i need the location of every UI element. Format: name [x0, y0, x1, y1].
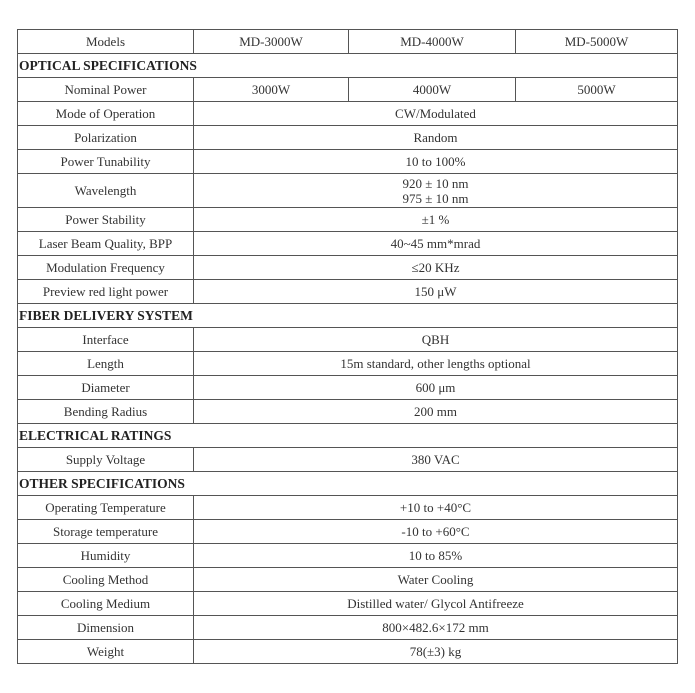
row-label: Humidity [18, 544, 194, 568]
models-row [18, 30, 678, 54]
table-row [18, 78, 678, 102]
row-label: Bending Radius [18, 400, 194, 424]
table-row [18, 592, 678, 616]
row-value: 600 μm [194, 376, 678, 400]
models-label: Models [18, 30, 194, 54]
row-label: Nominal Power [18, 78, 194, 102]
row-label: Weight [18, 640, 194, 664]
row-value: 10 to 100% [194, 150, 678, 174]
wavelength-line-2: 975 ± 10 nm [402, 190, 469, 206]
row-value: CW/Modulated [194, 102, 678, 126]
row-value: ±1 % [194, 208, 678, 232]
row-label: Power Tunability [18, 150, 194, 174]
wavelength-line-1: 920 ± 10 nm [402, 175, 469, 191]
row-value: Random [194, 126, 678, 150]
table-row [18, 376, 678, 400]
table-row [18, 496, 678, 520]
table-row [18, 232, 678, 256]
row-value: 800×482.6×172 mm [194, 616, 678, 640]
row-label: Preview red light power [18, 280, 194, 304]
row-label: Length [18, 352, 194, 376]
row-label: Storage temperature [18, 520, 194, 544]
section-row [18, 304, 678, 328]
row-value: 4000W [349, 78, 516, 102]
table-row [18, 568, 678, 592]
section-optical-title: OPTICAL SPECIFICATIONS [18, 54, 678, 78]
row-label: Power Stability [18, 208, 194, 232]
spec-table [17, 29, 678, 664]
table-row [18, 174, 678, 208]
row-value: ≤20 KHz [194, 256, 678, 280]
section-row [18, 424, 678, 448]
row-label: Wavelength [18, 174, 194, 208]
row-label: Modulation Frequency [18, 256, 194, 280]
row-label: Laser Beam Quality, BPP [18, 232, 194, 256]
table-row [18, 280, 678, 304]
table-row [18, 400, 678, 424]
row-value: 380 VAC [194, 448, 678, 472]
table-row [18, 520, 678, 544]
row-value: +10 to +40°C [194, 496, 678, 520]
row-value: 10 to 85% [194, 544, 678, 568]
section-fiber-title: FIBER DELIVERY SYSTEM [18, 304, 678, 328]
row-value [194, 174, 678, 208]
row-value: 5000W [516, 78, 678, 102]
row-value: 15m standard, other lengths optional [194, 352, 678, 376]
section-electrical-title: ELECTRICAL RATINGS [18, 424, 678, 448]
row-label: Supply Voltage [18, 448, 194, 472]
row-label: Cooling Method [18, 568, 194, 592]
table-row [18, 102, 678, 126]
row-value: 150 μW [194, 280, 678, 304]
table-row [18, 328, 678, 352]
table-row [18, 256, 678, 280]
row-value: Distilled water/ Glycol Antifreeze [194, 592, 678, 616]
table-row [18, 150, 678, 174]
row-label: Polarization [18, 126, 194, 150]
row-value: 40~45 mm*mrad [194, 232, 678, 256]
table-row [18, 352, 678, 376]
table-row [18, 448, 678, 472]
row-label: Diameter [18, 376, 194, 400]
row-value: 78(±3) kg [194, 640, 678, 664]
row-value: 3000W [194, 78, 349, 102]
row-label: Mode of Operation [18, 102, 194, 126]
model-md-5000w: MD-5000W [516, 30, 678, 54]
row-label: Cooling Medium [18, 592, 194, 616]
table-row [18, 616, 678, 640]
section-other-title: OTHER SPECIFICATIONS [18, 472, 678, 496]
table-row [18, 126, 678, 150]
row-label: Operating Temperature [18, 496, 194, 520]
table-row [18, 544, 678, 568]
row-label: Interface [18, 328, 194, 352]
section-row [18, 472, 678, 496]
table-row [18, 208, 678, 232]
model-md-3000w: MD-3000W [194, 30, 349, 54]
row-value: QBH [194, 328, 678, 352]
row-value: 200 mm [194, 400, 678, 424]
model-md-4000w: MD-4000W [349, 30, 516, 54]
section-row [18, 54, 678, 78]
row-value: Water Cooling [194, 568, 678, 592]
table-row [18, 640, 678, 664]
row-value: -10 to +60°C [194, 520, 678, 544]
row-label: Dimension [18, 616, 194, 640]
